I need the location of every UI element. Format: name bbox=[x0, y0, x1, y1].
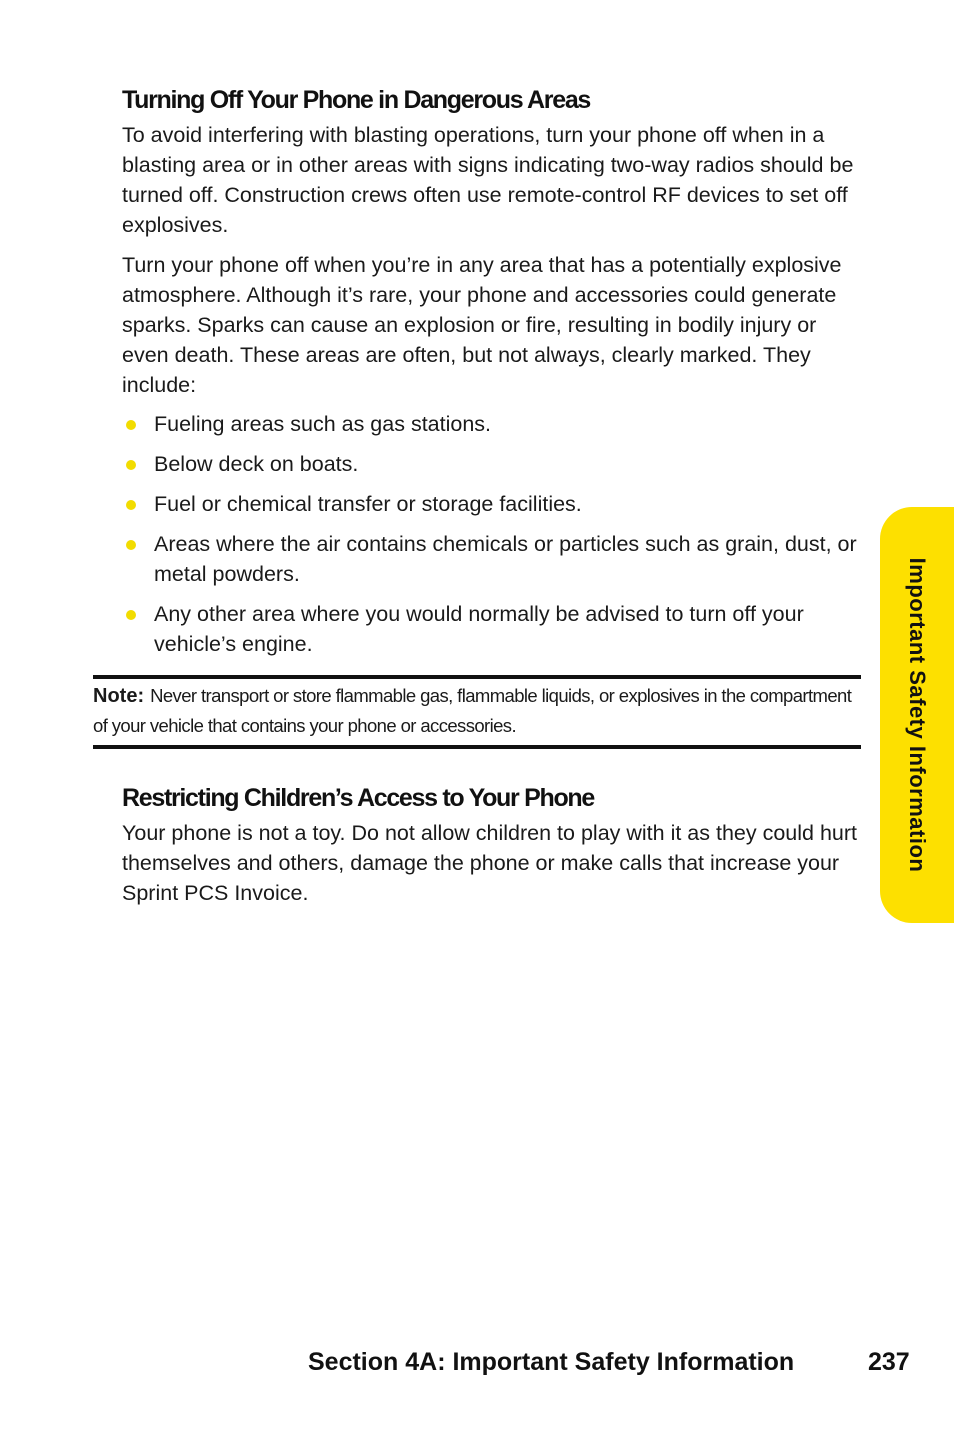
list-item bbox=[122, 529, 867, 589]
note-bottom-rule bbox=[93, 745, 861, 749]
page-number: 237 bbox=[868, 1348, 910, 1376]
note-top-rule bbox=[93, 675, 861, 679]
note-box bbox=[93, 681, 861, 741]
list-item bbox=[122, 599, 867, 659]
list-item-text: Fueling areas such as gas stations. bbox=[154, 412, 492, 436]
list-item bbox=[122, 489, 867, 519]
list-item-text: Fuel or chemical transfer or storage facilities. bbox=[154, 492, 582, 516]
dangerous-areas-list bbox=[122, 409, 867, 659]
bullet-icon bbox=[126, 460, 136, 470]
paragraph-explosive-atmosphere: Turn your phone off when you’re in any area that has a potentially explosive atmosphere. Although it’s rare, your phone and accessories could generate sparks. Sparks can cause an explosion or fire, resulting in bodily injury or even death. These areas are often, but not always, clearly marked. They include: bbox=[122, 253, 842, 397]
list-item-text: Areas where the air contains chemicals or particles such as grain, dust, or metal powders. bbox=[154, 532, 857, 586]
paragraph-blasting: To avoid interfering with blasting operations, turn your phone off when in a blasting area or in other areas with signs indicating two-way radios should be turned off. Construction crews often use remote-control RF devices to set off explosives. bbox=[122, 123, 854, 237]
footer-section-title: Section 4A: Important Safety Information bbox=[308, 1348, 795, 1376]
paragraph-children: Your phone is not a toy. Do not allow children to play with it as they could hurt themselves and others, damage the phone or make calls that increase your Sprint PCS Invoice. bbox=[122, 821, 858, 905]
section-heading-children-access: Restricting Children’s Access to Your Phone bbox=[122, 784, 594, 812]
bullet-icon bbox=[126, 610, 136, 620]
bullet-icon bbox=[126, 540, 136, 550]
list-item-text: Any other area where you would normally be advised to turn off your vehicle’s engine. bbox=[154, 602, 804, 656]
side-tab bbox=[880, 507, 954, 923]
list-item bbox=[122, 409, 867, 439]
list-item-text: Below deck on boats. bbox=[154, 452, 359, 476]
bullet-icon bbox=[126, 420, 136, 430]
note-label: Note: bbox=[93, 685, 145, 707]
list-item bbox=[122, 449, 867, 479]
bullet-icon bbox=[126, 500, 136, 510]
side-tab-label: Important Safety Information bbox=[905, 557, 930, 873]
note-text: Never transport or store flammable gas, flammable liquids, or explosives in the compartment of your vehicle that contains your phone or accessories. bbox=[93, 685, 852, 736]
section-heading-dangerous-areas: Turning Off Your Phone in Dangerous Areas bbox=[122, 86, 591, 114]
